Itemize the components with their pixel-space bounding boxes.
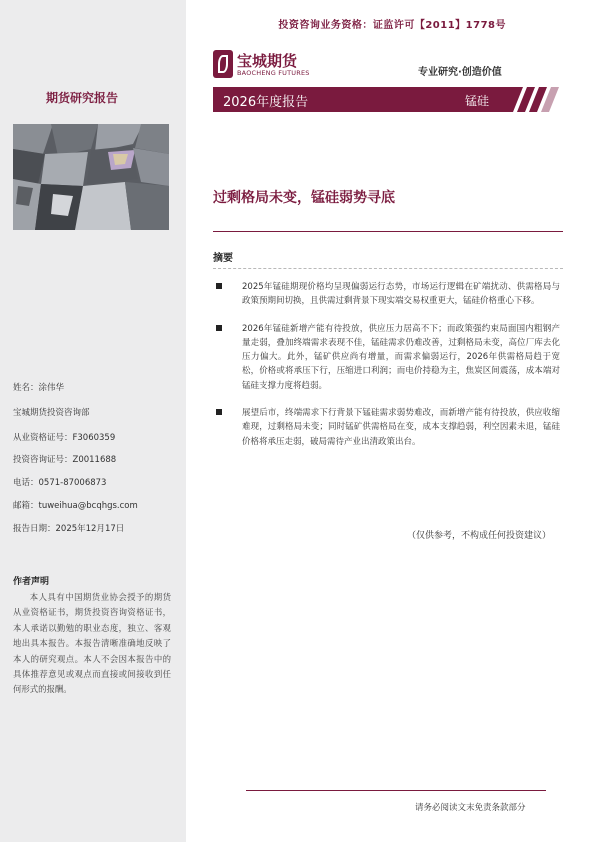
square-bullet-icon bbox=[216, 283, 222, 289]
bullet-text: 2025年锰硅期现价格均呈现偏弱运行态势，市场运行逻辑在矿端扰动、供需格局与政策预期间切换，且供需过剩背景下现实端交易权重更大，锰硅价格重心下移。 bbox=[242, 282, 560, 307]
slogan: 专业研究·创造价值 bbox=[418, 67, 502, 78]
summary-title: 摘要 bbox=[213, 253, 233, 264]
banner-stripes-decoration bbox=[513, 87, 563, 112]
report-date: 报告日期：2025年12月17日 bbox=[13, 524, 125, 534]
summary-bullets bbox=[216, 280, 560, 462]
headline-divider bbox=[213, 231, 563, 232]
summary-divider bbox=[213, 268, 563, 269]
report-headline: 过剩格局未变，锰硅弱势寻底 bbox=[213, 190, 395, 206]
footer-divider bbox=[246, 790, 546, 791]
logo-name-cn: 宝城期货 bbox=[237, 52, 298, 70]
logo-mark-icon bbox=[213, 50, 233, 78]
declaration-title: 作者声明 bbox=[13, 577, 50, 587]
reference-disclaimer: （仅供参考，不构成任何投资建议） bbox=[406, 531, 551, 541]
summary-bullet bbox=[216, 322, 560, 393]
summary-bullet bbox=[216, 280, 560, 309]
logo-name-en: BAOCHENG FUTURES bbox=[237, 69, 310, 77]
report-type-title: 期货研究报告 bbox=[46, 91, 119, 105]
analyst-consult-license: 投资咨询证号：Z0011688 bbox=[13, 455, 117, 465]
declaration-text: 本人具有中国期货业协会授予的期货从业资格证书，期货投资咨询资格证书，本人承诺以勤勉的职业态度，独立、客观地出具本报告。本报告清晰准确地反映了本人的研究观点。本人不会因本报告中的具体推荐意见或观点而直接或间接收到任何形式的报酬。 bbox=[13, 592, 171, 695]
silicomanganese-ore-photo bbox=[13, 124, 169, 230]
banner-commodity-label: 锰硅 bbox=[465, 94, 490, 108]
analyst-license: 从业资格证号：F3060359 bbox=[13, 433, 116, 443]
footer-disclaimer-note: 请务必阅读文末免责条款部分 bbox=[415, 803, 526, 813]
qualification-line: 投资咨询业务资格：证监许可【2011】1778号 bbox=[278, 20, 506, 31]
analyst-email[interactable]: 邮箱：tuweihua@bcqhgs.com bbox=[13, 501, 138, 511]
analyst-department: 宝城期货投资咨询部 bbox=[13, 408, 90, 418]
report-banner bbox=[213, 87, 513, 112]
analyst-phone: 电话：0571-87006873 bbox=[13, 478, 107, 488]
summary-bullet bbox=[216, 406, 560, 449]
banner-report-label: 2026年度报告 bbox=[223, 95, 309, 110]
bullet-text: 2026年锰硅新增产能有待投放，供应压力居高不下；而政策强约束局面国内粗钢产量走弱，叠加终端需求表现不佳，锰硅需求仍难改善，过剩格局未变，高位厂库去化压力偏大。此外，锰矿供应尚有增量，而需求偏弱运行，2026年供需格局趋于宽松，价格或将承压下行，压缩进口利润；而电价持稳为主，焦炭区间震荡，成本端对锰硅支撑力度将趋弱。 bbox=[242, 323, 560, 391]
bullet-text: 展望后市，终端需求下行背景下锰硅需求弱势难改，而新增产能有待投放，供应收缩难现，过剩格局未变；同时锰矿供需格局在变，成本支撑趋弱，利空因素未退，锰硅价格将承压走弱，破局需待产业出清政策出台。 bbox=[242, 408, 560, 447]
square-bullet-icon bbox=[216, 325, 222, 331]
analyst-name: 姓名：涂伟华 bbox=[13, 383, 65, 393]
square-bullet-icon bbox=[216, 409, 222, 415]
